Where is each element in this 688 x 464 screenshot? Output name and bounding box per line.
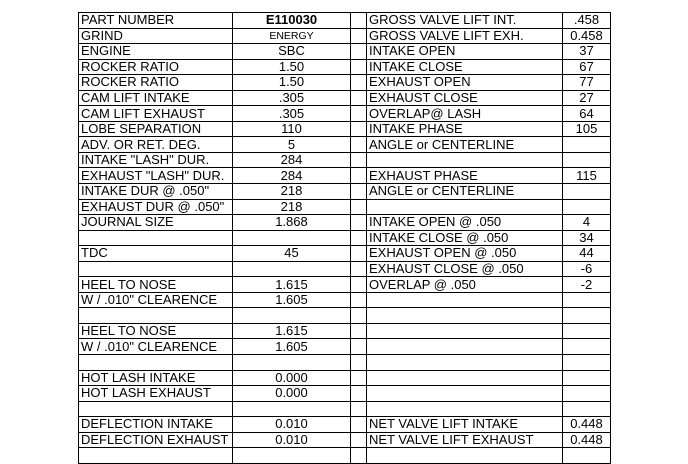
spec-label: GRIND — [79, 28, 233, 44]
spec-value — [233, 308, 351, 324]
spec-value: 218 — [233, 184, 351, 200]
column-divider — [351, 59, 367, 75]
timing-label — [367, 308, 563, 324]
table-row — [79, 28, 611, 44]
timing-label: INTAKE CLOSE @ .050 — [367, 230, 563, 246]
timing-value: -6 — [563, 261, 611, 277]
timing-value: 4 — [563, 215, 611, 231]
timing-label: EXHAUST OPEN @ .050 — [367, 246, 563, 262]
table-row — [79, 13, 611, 29]
timing-label — [367, 386, 563, 402]
spec-label: W / .010" CLEARENCE — [79, 339, 233, 355]
timing-value: 67 — [563, 59, 611, 75]
timing-value — [563, 323, 611, 339]
column-divider — [351, 199, 367, 215]
table-row — [79, 230, 611, 246]
timing-value: 105 — [563, 121, 611, 137]
table-row — [79, 339, 611, 355]
spec-value: 1.50 — [233, 59, 351, 75]
column-divider — [351, 401, 367, 417]
timing-value: 77 — [563, 75, 611, 91]
column-divider — [351, 448, 367, 464]
table-row — [79, 121, 611, 137]
timing-value — [563, 137, 611, 153]
table-row — [79, 59, 611, 75]
column-divider — [351, 152, 367, 168]
spec-value: 110 — [233, 121, 351, 137]
timing-label: EXHAUST CLOSE — [367, 90, 563, 106]
spec-value: 0.010 — [233, 417, 351, 433]
spec-label — [79, 261, 233, 277]
spec-value: 218 — [233, 199, 351, 215]
table-row — [79, 323, 611, 339]
spec-label: ADV. OR RET. DEG. — [79, 137, 233, 153]
table-row — [79, 386, 611, 402]
timing-value: 0.448 — [563, 432, 611, 448]
column-divider — [351, 44, 367, 60]
timing-value — [563, 199, 611, 215]
timing-label — [367, 448, 563, 464]
spec-value — [233, 355, 351, 371]
column-divider — [351, 75, 367, 91]
column-divider — [351, 261, 367, 277]
column-divider — [351, 323, 367, 339]
spec-value: .305 — [233, 106, 351, 122]
spec-value — [233, 230, 351, 246]
spec-label: CAM LIFT INTAKE — [79, 90, 233, 106]
spec-label: LOBE SEPARATION — [79, 121, 233, 137]
spec-value: .305 — [233, 90, 351, 106]
table-row — [79, 184, 611, 200]
table-row — [79, 292, 611, 308]
column-divider — [351, 292, 367, 308]
table-row — [79, 106, 611, 122]
timing-value: -2 — [563, 277, 611, 293]
spec-label: DEFLECTION INTAKE — [79, 417, 233, 433]
timing-label: OVERLAP @ .050 — [367, 277, 563, 293]
timing-label: NET VALVE LIFT INTAKE — [367, 417, 563, 433]
table-row — [79, 75, 611, 91]
spec-value: 0.000 — [233, 386, 351, 402]
column-divider — [351, 308, 367, 324]
column-divider — [351, 432, 367, 448]
spec-label: JOURNAL SIZE — [79, 215, 233, 231]
timing-value — [563, 448, 611, 464]
table-row — [79, 137, 611, 153]
timing-value: 27 — [563, 90, 611, 106]
spec-label: INTAKE DUR @ .050" — [79, 184, 233, 200]
timing-label: GROSS VALVE LIFT INT. — [367, 13, 563, 29]
spec-value: 284 — [233, 168, 351, 184]
table-row — [79, 215, 611, 231]
spec-label — [79, 355, 233, 371]
spec-label — [79, 401, 233, 417]
timing-value — [563, 386, 611, 402]
timing-value — [563, 401, 611, 417]
timing-label: NET VALVE LIFT EXHAUST — [367, 432, 563, 448]
timing-value: 0.448 — [563, 417, 611, 433]
spec-value: SBC — [233, 44, 351, 60]
table-row — [79, 448, 611, 464]
spec-value: 284 — [233, 152, 351, 168]
timing-label: INTAKE OPEN @ .050 — [367, 215, 563, 231]
spec-label — [79, 308, 233, 324]
table-row — [79, 90, 611, 106]
spec-value: 0.000 — [233, 370, 351, 386]
column-divider — [351, 13, 367, 29]
timing-value: 37 — [563, 44, 611, 60]
timing-label — [367, 355, 563, 371]
column-divider — [351, 339, 367, 355]
table-row — [79, 401, 611, 417]
column-divider — [351, 386, 367, 402]
timing-value — [563, 339, 611, 355]
spec-value — [233, 401, 351, 417]
cam-spec-table-body — [79, 13, 611, 464]
column-divider — [351, 370, 367, 386]
column-divider — [351, 184, 367, 200]
spec-label: HOT LASH EXHAUST — [79, 386, 233, 402]
column-divider — [351, 28, 367, 44]
timing-label — [367, 199, 563, 215]
timing-value — [563, 152, 611, 168]
column-divider — [351, 106, 367, 122]
spec-label: DEFLECTION EXHAUST — [79, 432, 233, 448]
table-row — [79, 199, 611, 215]
column-divider — [351, 417, 367, 433]
spec-label: PART NUMBER — [79, 13, 233, 29]
spec-label: W / .010" CLEARENCE — [79, 292, 233, 308]
column-divider — [351, 355, 367, 371]
timing-label — [367, 401, 563, 417]
spec-value: E110030 — [233, 13, 351, 29]
table-row — [79, 152, 611, 168]
timing-value — [563, 292, 611, 308]
spec-value: ENERGY — [233, 28, 351, 44]
column-divider — [351, 168, 367, 184]
timing-label: ANGLE or CENTERLINE — [367, 137, 563, 153]
timing-value — [563, 370, 611, 386]
spec-value: 45 — [233, 246, 351, 262]
spec-label: HEEL TO NOSE — [79, 277, 233, 293]
timing-label: ANGLE or CENTERLINE — [367, 184, 563, 200]
timing-value: 44 — [563, 246, 611, 262]
timing-value: 64 — [563, 106, 611, 122]
spec-label: HOT LASH INTAKE — [79, 370, 233, 386]
spec-label: ROCKER RATIO — [79, 59, 233, 75]
spec-label: CAM LIFT EXHAUST — [79, 106, 233, 122]
timing-value: 115 — [563, 168, 611, 184]
spec-label: ENGINE — [79, 44, 233, 60]
column-divider — [351, 121, 367, 137]
timing-label: INTAKE CLOSE — [367, 59, 563, 75]
table-row — [79, 432, 611, 448]
timing-label — [367, 152, 563, 168]
table-row — [79, 417, 611, 433]
spec-value: 1.605 — [233, 292, 351, 308]
timing-value: 34 — [563, 230, 611, 246]
column-divider — [351, 246, 367, 262]
timing-value: 0.458 — [563, 28, 611, 44]
timing-label — [367, 292, 563, 308]
spec-label: EXHAUST "LASH" DUR. — [79, 168, 233, 184]
timing-label: EXHAUST PHASE — [367, 168, 563, 184]
table-row — [79, 277, 611, 293]
timing-label — [367, 339, 563, 355]
spec-value — [233, 261, 351, 277]
spec-value: 5 — [233, 137, 351, 153]
table-row — [79, 370, 611, 386]
table-row — [79, 261, 611, 277]
timing-value: .458 — [563, 13, 611, 29]
spec-value: 0.010 — [233, 432, 351, 448]
spec-value: 1.615 — [233, 323, 351, 339]
table-row — [79, 308, 611, 324]
spec-value — [233, 448, 351, 464]
spec-label — [79, 230, 233, 246]
table-row — [79, 246, 611, 262]
timing-label: INTAKE PHASE — [367, 121, 563, 137]
spec-label: EXHAUST DUR @ .050" — [79, 199, 233, 215]
timing-label — [367, 370, 563, 386]
table-row — [79, 168, 611, 184]
timing-label: INTAKE OPEN — [367, 44, 563, 60]
spec-label: ROCKER RATIO — [79, 75, 233, 91]
timing-label: EXHAUST OPEN — [367, 75, 563, 91]
spec-label — [79, 448, 233, 464]
timing-label: GROSS VALVE LIFT EXH. — [367, 28, 563, 44]
timing-label: OVERLAP@ LASH — [367, 106, 563, 122]
spec-label: INTAKE "LASH" DUR. — [79, 152, 233, 168]
column-divider — [351, 230, 367, 246]
spec-value: 1.605 — [233, 339, 351, 355]
spec-value: 1.50 — [233, 75, 351, 91]
column-divider — [351, 137, 367, 153]
spec-value: 1.868 — [233, 215, 351, 231]
timing-value — [563, 308, 611, 324]
cam-spec-table — [78, 12, 611, 464]
column-divider — [351, 90, 367, 106]
column-divider — [351, 277, 367, 293]
timing-value — [563, 355, 611, 371]
spec-label: TDC — [79, 246, 233, 262]
table-row — [79, 355, 611, 371]
timing-value — [563, 184, 611, 200]
spec-label: HEEL TO NOSE — [79, 323, 233, 339]
table-row — [79, 44, 611, 60]
spec-value: 1.615 — [233, 277, 351, 293]
timing-label — [367, 323, 563, 339]
timing-label: EXHAUST CLOSE @ .050 — [367, 261, 563, 277]
column-divider — [351, 215, 367, 231]
